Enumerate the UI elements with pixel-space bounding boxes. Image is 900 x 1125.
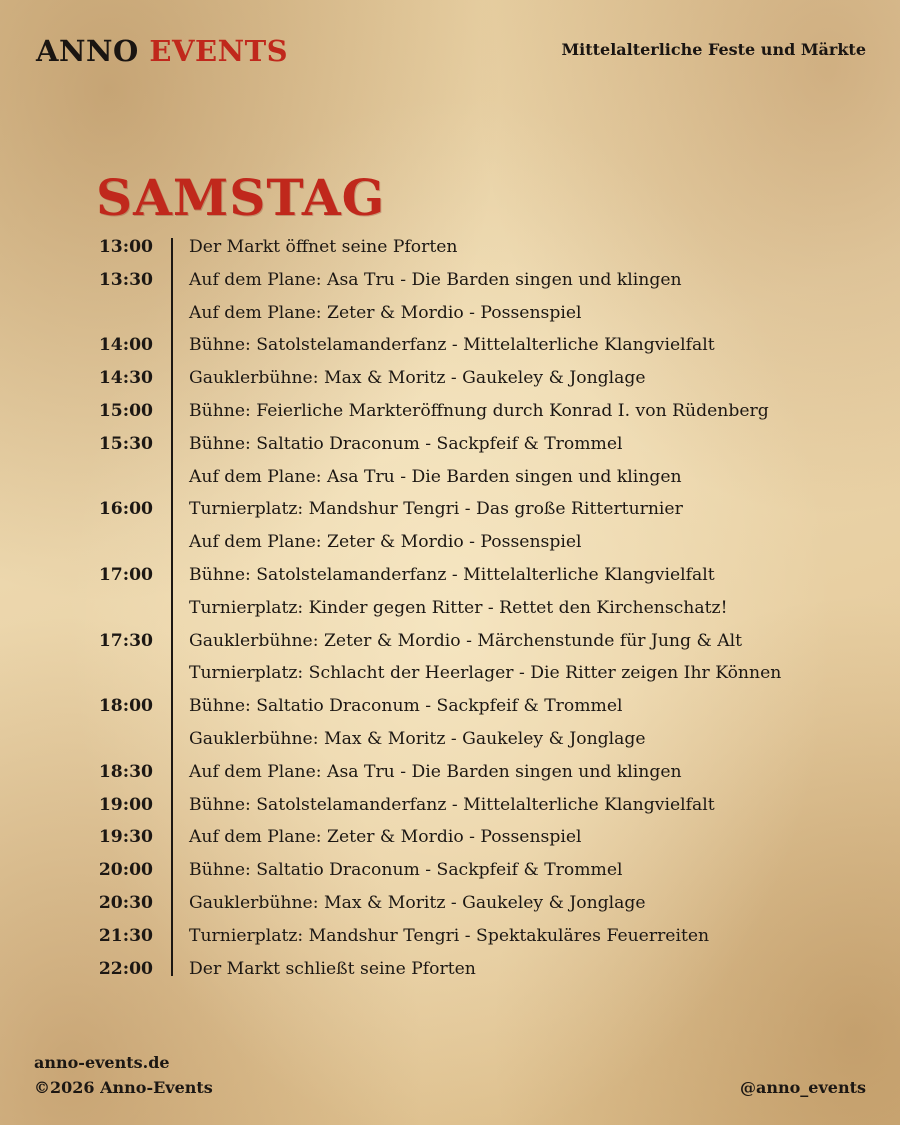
schedule-time: 21:30 <box>98 925 153 946</box>
schedule-time: 14:00 <box>98 335 153 356</box>
brand-logo-part2: EVENTS <box>149 34 289 68</box>
tagline: Mittelalterliche Feste und Märkte <box>561 40 866 59</box>
schedule-event: Bühne: Saltatio Draconum - Sackpfeif & Trommel <box>189 433 623 454</box>
website-link[interactable]: anno-events.de <box>34 1053 170 1072</box>
schedule-time: 14:30 <box>98 368 153 389</box>
schedule-event: Turnierplatz: Schlacht der Heerlager - Die Ritter zeigen Ihr Können <box>189 663 782 684</box>
schedule-row <box>0 821 900 854</box>
schedule-time: 19:30 <box>98 827 153 848</box>
schedule-row <box>0 920 900 953</box>
schedule-row <box>0 625 900 658</box>
schedule-event: Auf dem Plane: Zeter & Mordio - Possenspiel <box>189 827 582 848</box>
schedule-row <box>0 559 900 592</box>
schedule-event: Turnierplatz: Kinder gegen Ritter - Rettet den Kirchenschatz! <box>189 597 728 618</box>
schedule-time: 20:00 <box>98 860 153 881</box>
schedule-time: 17:30 <box>98 630 153 651</box>
schedule-event: Auf dem Plane: Asa Tru - Die Barden singen und klingen <box>189 269 682 290</box>
schedule-row <box>0 953 900 986</box>
schedule-time: 18:00 <box>98 696 153 717</box>
schedule-time: 13:30 <box>98 269 153 290</box>
schedule-row <box>0 362 900 395</box>
footer-left <box>34 1050 213 1100</box>
schedule-event: Bühne: Satolstelamanderfanz - Mittelalterliche Klangvielfalt <box>189 794 715 815</box>
schedule-row <box>0 526 900 559</box>
schedule-time: 13:00 <box>98 237 153 257</box>
schedule-row <box>0 756 900 789</box>
schedule-event: Bühne: Satolstelamanderfanz - Mittelalterliche Klangvielfalt <box>189 335 715 356</box>
schedule-time: 18:30 <box>98 761 153 782</box>
schedule-row <box>0 887 900 920</box>
schedule-event: Gauklerbühne: Max & Moritz - Gaukeley & Jonglage <box>189 728 646 749</box>
schedule-row <box>0 395 900 428</box>
schedule-row <box>0 264 900 297</box>
schedule-row <box>0 461 900 494</box>
schedule-row <box>0 231 900 264</box>
schedule-row <box>0 789 900 822</box>
schedule-event: Auf dem Plane: Asa Tru - Die Barden singen und klingen <box>189 761 682 782</box>
schedule-row <box>0 329 900 362</box>
schedule-event: Bühne: Satolstelamanderfanz - Mittelalterliche Klangvielfalt <box>189 564 715 585</box>
schedule-time: 22:00 <box>98 958 153 979</box>
schedule-time: 20:30 <box>98 892 153 913</box>
schedule-event: Turnierplatz: Mandshur Tengri - Das große Ritterturnier <box>189 499 683 520</box>
day-title: SAMSTAG <box>96 168 386 227</box>
schedule-event: Gauklerbühne: Zeter & Mordio - Märchenstunde für Jung & Alt <box>189 630 743 651</box>
schedule-event: Turnierplatz: Mandshur Tengri - Spektakuläres Feuerreiten <box>189 925 710 946</box>
schedule-event: Bühne: Feierliche Markteröffnung durch Konrad I. von Rüdenberg <box>189 400 769 421</box>
social-handle[interactable]: @anno_events <box>740 1078 866 1097</box>
schedule-event: Auf dem Plane: Zeter & Mordio - Possenspiel <box>189 302 582 323</box>
schedule-event: Der Markt öffnet seine Pforten <box>189 237 458 257</box>
brand-logo <box>36 34 288 68</box>
schedule-event: Der Markt schließt seine Pforten <box>189 958 476 979</box>
schedule-row <box>0 297 900 330</box>
schedule-event: Gauklerbühne: Max & Moritz - Gaukeley & Jonglage <box>189 892 646 913</box>
copyright-text: ©2026 Anno-Events <box>34 1078 213 1097</box>
schedule-event: Auf dem Plane: Zeter & Mordio - Possenspiel <box>189 532 582 553</box>
schedule-event: Auf dem Plane: Asa Tru - Die Barden singen und klingen <box>189 466 682 487</box>
schedule-event: Bühne: Saltatio Draconum - Sackpfeif & Trommel <box>189 696 623 717</box>
schedule-row <box>0 592 900 625</box>
brand-logo-part1: ANNO <box>36 34 150 68</box>
schedule-event: Gauklerbühne: Max & Moritz - Gaukeley & Jonglage <box>189 368 646 389</box>
schedule-row <box>0 493 900 526</box>
schedule-row <box>0 657 900 690</box>
schedule-time: 16:00 <box>98 499 153 520</box>
schedule-list <box>0 231 900 985</box>
schedule-row <box>0 854 900 887</box>
schedule-time: 19:00 <box>98 794 153 815</box>
schedule-row <box>0 428 900 461</box>
schedule-time: 15:30 <box>98 433 153 454</box>
schedule-time: 15:00 <box>98 400 153 421</box>
schedule-event: Bühne: Saltatio Draconum - Sackpfeif & Trommel <box>189 860 623 881</box>
schedule-row <box>0 690 900 723</box>
schedule-time: 17:00 <box>98 564 153 585</box>
schedule-row <box>0 723 900 756</box>
